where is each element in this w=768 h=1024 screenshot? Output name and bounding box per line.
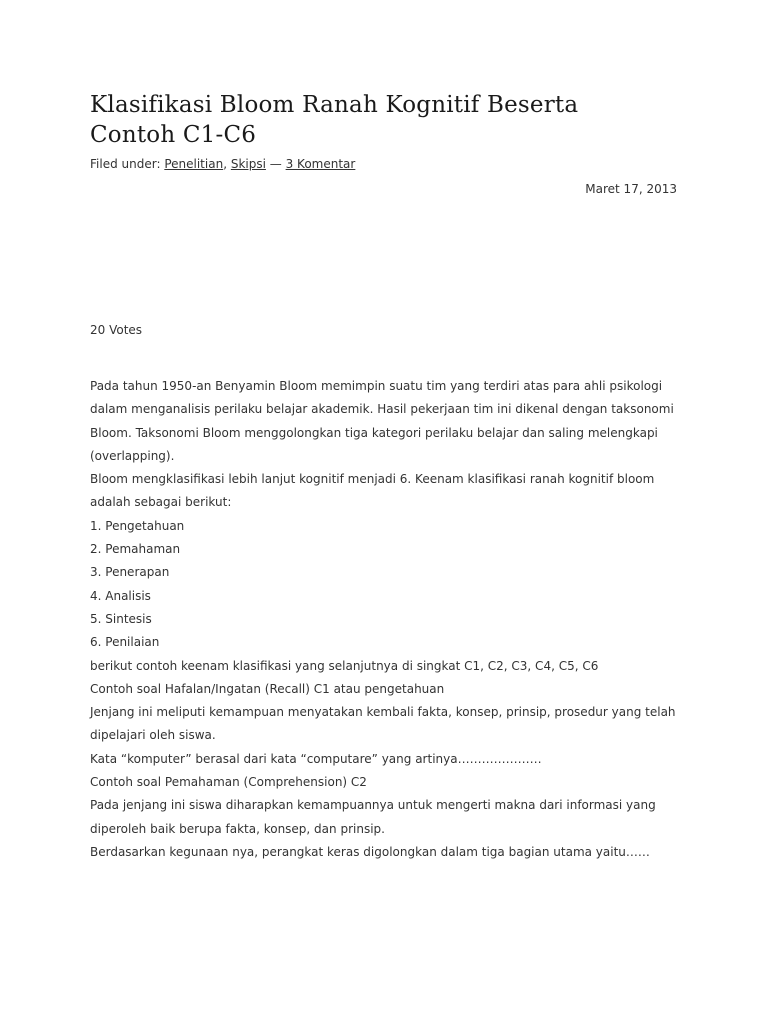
- body-line: Contoh soal Pemahaman (Comprehension) C2: [90, 775, 367, 790]
- body-line: Bloom. Taksonomi Bloom menggolongkan tiga kategori perilaku belajar dan saling melengkapi: [90, 425, 658, 440]
- category-link-penelitian[interactable]: Penelitian: [164, 157, 224, 171]
- body-line: Pada jenjang ini siswa diharapkan kemampuannya untuk mengerti makna dari informasi yang: [90, 798, 656, 813]
- post-date: Maret 17, 2013: [585, 182, 677, 196]
- title-line-2: Contoh C1-C6: [90, 122, 257, 148]
- body-line: 1. Pengetahuan: [90, 518, 185, 533]
- body-line: berikut contoh keenam klasifikasi yang selanjutnya di singkat C1, C2, C3, C4, C5, C6: [90, 658, 599, 673]
- body-line: Pada tahun 1950-an Benyamin Bloom memimpin suatu tim yang terdiri atas para ahli psikologi: [90, 379, 663, 393]
- filed-under-label: Filed under:: [90, 157, 161, 171]
- meta-dash: —: [269, 157, 282, 171]
- body-line: 4. Analisis: [90, 588, 151, 603]
- body-line: Kata “komputer” berasal dari kata “computare” yang artinya…………………: [90, 751, 542, 766]
- article: [90, 90, 680, 864]
- body-line: (overlapping).: [90, 448, 175, 463]
- article-body: [90, 375, 680, 864]
- post-meta: [90, 156, 680, 172]
- body-line: 5. Sintesis: [90, 611, 152, 626]
- body-line: Bloom mengklasifikasi lebih lanjut kognitif menjadi 6. Keenam klasifikasi ranah kognitif bloom: [90, 472, 655, 487]
- body-line: dalam menganalisis perilaku belajar akademik. Hasil pekerjaan tim ini dikenal dengan taksonomi: [90, 402, 674, 417]
- title-line-1: Klasifikasi Bloom Ranah Kognitif Beserta: [90, 92, 579, 118]
- body-line: 2. Pemahaman: [90, 542, 181, 557]
- body-line: Jenjang ini meliputi kemampuan menyatakan kembali fakta, konsep, prinsip, prosedur yang telah: [90, 705, 676, 720]
- votes-count: 20 Votes: [90, 323, 143, 337]
- category-separator: ,: [223, 157, 228, 171]
- comments-link[interactable]: 3 Komentar: [285, 157, 356, 171]
- category-link-skipsi[interactable]: Skipsi: [230, 157, 266, 171]
- body-line: Berdasarkan kegunaan nya, perangkat keras digolongkan dalam tiga bagian utama yaitu……: [90, 844, 650, 859]
- body-line: 3. Penerapan: [90, 565, 170, 580]
- article-title: [90, 90, 680, 150]
- body-line: dipelajari oleh siswa.: [90, 728, 216, 743]
- body-line: Contoh soal Hafalan/Ingatan (Recall) C1 atau pengetahuan: [90, 681, 445, 696]
- body-line: 6. Penilaian: [90, 635, 160, 650]
- body-line: diperoleh baik berupa fakta, konsep, dan prinsip.: [90, 821, 385, 836]
- body-line: adalah sebagai berikut:: [90, 495, 232, 510]
